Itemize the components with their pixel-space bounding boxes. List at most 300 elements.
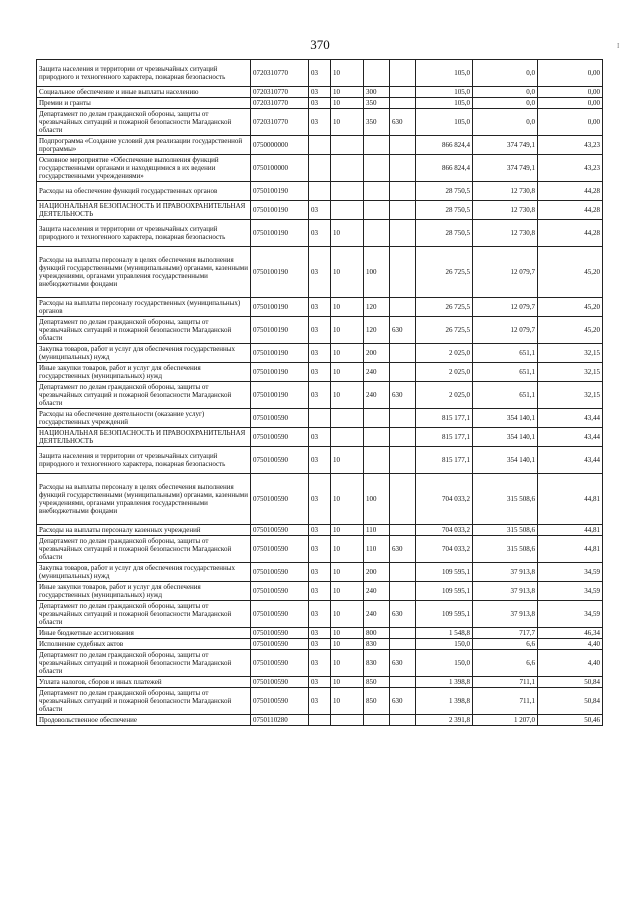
- cell-name: Закупка товаров, работ и услуг для обеспечения государственных (муниципальных) нужд: [37, 563, 251, 582]
- cell-executed-amount: 37 913,8: [473, 601, 538, 628]
- cell-section: 03: [309, 363, 331, 382]
- cell-target-code: 0750100190: [251, 382, 309, 409]
- cell-expense-type: 830: [364, 639, 390, 650]
- cell-executed-amount: 12 730,8: [473, 182, 538, 201]
- cell-planned-amount: 2 391,8: [416, 715, 473, 726]
- cell-execution-percent: 43,44: [538, 409, 603, 428]
- cell-administrator: 630: [390, 688, 416, 715]
- cell-subsection: 10: [331, 60, 364, 87]
- cell-section: 03: [309, 536, 331, 563]
- cell-execution-percent: 4,40: [538, 639, 603, 650]
- cell-executed-amount: 0,0: [473, 60, 538, 87]
- cell-name: Иные закупки товаров, работ и услуг для обеспечения государственных (муниципальных) нужд: [37, 363, 251, 382]
- cell-target-code: 0750100590: [251, 525, 309, 536]
- table-row: [37, 109, 603, 136]
- cell-subsection: 10: [331, 87, 364, 98]
- cell-name: Департамент по делам гражданской обороны, защиты от чрезвычайных ситуаций и пожарной безопасности Магаданской области: [37, 688, 251, 715]
- cell-executed-amount: 315 508,6: [473, 525, 538, 536]
- cell-expense-type: 100: [364, 474, 390, 525]
- cell-executed-amount: 6,6: [473, 650, 538, 677]
- cell-expense-type: 240: [364, 382, 390, 409]
- cell-expense-type: [364, 220, 390, 247]
- table-row: [37, 87, 603, 98]
- table-row: [37, 677, 603, 688]
- cell-planned-amount: 150,0: [416, 639, 473, 650]
- cell-execution-percent: 32,15: [538, 363, 603, 382]
- cell-expense-type: 240: [364, 601, 390, 628]
- cell-target-code: 0750100590: [251, 447, 309, 474]
- cell-target-code: 0750110280: [251, 715, 309, 726]
- cell-name: Исполнение судебных актов: [37, 639, 251, 650]
- cell-name: Продовольственное обеспечение: [37, 715, 251, 726]
- table-row: [37, 247, 603, 298]
- cell-planned-amount: 105,0: [416, 109, 473, 136]
- cell-name: Защита населения и территории от чрезвычайных ситуаций природного и техногенного характера, пожарная безопасность: [37, 220, 251, 247]
- cell-executed-amount: 711,1: [473, 688, 538, 715]
- cell-execution-percent: 34,59: [538, 563, 603, 582]
- table-row: [37, 650, 603, 677]
- cell-name: Департамент по делам гражданской обороны, защиты от чрезвычайных ситуаций и пожарной безопасности Магаданской области: [37, 382, 251, 409]
- cell-section: 03: [309, 247, 331, 298]
- cell-executed-amount: 315 508,6: [473, 474, 538, 525]
- cell-execution-percent: 43,44: [538, 428, 603, 447]
- cell-planned-amount: 1 398,8: [416, 688, 473, 715]
- cell-target-code: 0720310770: [251, 60, 309, 87]
- cell-planned-amount: 704 033,2: [416, 525, 473, 536]
- cell-name: Департамент по делам гражданской обороны, защиты от чрезвычайных ситуаций и пожарной безопасности Магаданской области: [37, 650, 251, 677]
- table-row: [37, 344, 603, 363]
- cell-executed-amount: 315 508,6: [473, 536, 538, 563]
- cell-execution-percent: 44,28: [538, 201, 603, 220]
- cell-name: Защита населения и территории от чрезвычайных ситуаций природного и техногенного характера, пожарная безопасность: [37, 60, 251, 87]
- cell-target-code: 0750100000: [251, 155, 309, 182]
- cell-administrator: [390, 201, 416, 220]
- cell-executed-amount: 37 913,8: [473, 563, 538, 582]
- cell-target-code: 0750000000: [251, 136, 309, 155]
- table-row: [37, 582, 603, 601]
- cell-executed-amount: 0,0: [473, 87, 538, 98]
- cell-target-code: 0750100590: [251, 536, 309, 563]
- cell-expense-type: 110: [364, 525, 390, 536]
- cell-target-code: 0720310770: [251, 98, 309, 109]
- cell-administrator: [390, 628, 416, 639]
- cell-administrator: 630: [390, 601, 416, 628]
- cell-execution-percent: 4,40: [538, 650, 603, 677]
- cell-target-code: 0750100590: [251, 474, 309, 525]
- cell-section: [309, 155, 331, 182]
- cell-expense-type: [364, 201, 390, 220]
- cell-subsection: [331, 136, 364, 155]
- table-row: [37, 688, 603, 715]
- cell-name: Департамент по делам гражданской обороны, защиты от чрезвычайных ситуаций и пожарной безопасности Магаданской области: [37, 601, 251, 628]
- cell-executed-amount: 6,6: [473, 639, 538, 650]
- cell-expense-type: 830: [364, 650, 390, 677]
- cell-subsection: 10: [331, 628, 364, 639]
- table-row: [37, 639, 603, 650]
- cell-section: 03: [309, 87, 331, 98]
- cell-administrator: [390, 247, 416, 298]
- cell-execution-percent: 43,23: [538, 136, 603, 155]
- table-row: [37, 536, 603, 563]
- cell-administrator: [390, 87, 416, 98]
- cell-executed-amount: 354 140,1: [473, 409, 538, 428]
- cell-administrator: [390, 298, 416, 317]
- cell-planned-amount: 28 750,5: [416, 220, 473, 247]
- cell-planned-amount: 704 033,2: [416, 474, 473, 525]
- cell-administrator: [390, 136, 416, 155]
- cell-expense-type: [364, 136, 390, 155]
- cell-subsection: [331, 182, 364, 201]
- cell-planned-amount: 28 750,5: [416, 182, 473, 201]
- cell-subsection: 10: [331, 447, 364, 474]
- cell-name: Расходы на выплаты персоналу в целях обеспечения выполнения функций государственными (муниципальными) органами, казенными учреждениями, органами управления государственными внебюджетными фондами: [37, 247, 251, 298]
- cell-planned-amount: 2 025,0: [416, 363, 473, 382]
- cell-planned-amount: 2 025,0: [416, 344, 473, 363]
- cell-planned-amount: 815 177,1: [416, 428, 473, 447]
- cell-name: Департамент по делам гражданской обороны, защиты от чрезвычайных ситуаций и пожарной безопасности Магаданской области: [37, 317, 251, 344]
- cell-execution-percent: 44,28: [538, 182, 603, 201]
- cell-administrator: [390, 363, 416, 382]
- cell-subsection: 10: [331, 525, 364, 536]
- cell-planned-amount: 26 725,5: [416, 317, 473, 344]
- cell-planned-amount: 1 398,8: [416, 677, 473, 688]
- table-row: [37, 317, 603, 344]
- cell-subsection: 10: [331, 601, 364, 628]
- cell-planned-amount: 105,0: [416, 60, 473, 87]
- cell-subsection: [331, 155, 364, 182]
- cell-section: [309, 136, 331, 155]
- cell-name: Социальное обеспечение и иные выплаты населению: [37, 87, 251, 98]
- cell-administrator: [390, 447, 416, 474]
- cell-executed-amount: 354 140,1: [473, 447, 538, 474]
- table-row: [37, 563, 603, 582]
- cell-subsection: [331, 409, 364, 428]
- cell-subsection: 10: [331, 247, 364, 298]
- cell-executed-amount: 12 730,8: [473, 201, 538, 220]
- cell-execution-percent: 50,84: [538, 677, 603, 688]
- cell-section: 03: [309, 474, 331, 525]
- cell-target-code: 0750100590: [251, 688, 309, 715]
- table-row: [37, 201, 603, 220]
- cell-executed-amount: 0,0: [473, 109, 538, 136]
- cell-section: 03: [309, 677, 331, 688]
- cell-expense-type: 850: [364, 688, 390, 715]
- cell-planned-amount: 704 033,2: [416, 536, 473, 563]
- cell-expense-type: 120: [364, 317, 390, 344]
- cell-administrator: [390, 220, 416, 247]
- cell-planned-amount: 109 595,1: [416, 582, 473, 601]
- cell-target-code: 0750100590: [251, 582, 309, 601]
- cell-execution-percent: 44,81: [538, 525, 603, 536]
- cell-expense-type: [364, 182, 390, 201]
- cell-name: Премии и гранты: [37, 98, 251, 109]
- cell-target-code: 0750100590: [251, 677, 309, 688]
- cell-planned-amount: 2 025,0: [416, 382, 473, 409]
- cell-subsection: 10: [331, 688, 364, 715]
- cell-subsection: 10: [331, 536, 364, 563]
- cell-section: [309, 715, 331, 726]
- cell-planned-amount: 105,0: [416, 98, 473, 109]
- cell-planned-amount: 109 595,1: [416, 601, 473, 628]
- cell-executed-amount: 354 140,1: [473, 428, 538, 447]
- cell-section: [309, 182, 331, 201]
- cell-execution-percent: 43,23: [538, 155, 603, 182]
- cell-subsection: [331, 428, 364, 447]
- cell-target-code: 0720310770: [251, 87, 309, 98]
- budget-table: [36, 59, 603, 726]
- cell-name: Защита населения и территории от чрезвычайных ситуаций природного и техногенного характера, пожарная безопасность: [37, 447, 251, 474]
- cell-administrator: [390, 474, 416, 525]
- cell-subsection: 10: [331, 677, 364, 688]
- cell-administrator: [390, 525, 416, 536]
- cell-name: НАЦИОНАЛЬНАЯ БЕЗОПАСНОСТЬ И ПРАВООХРАНИТЕЛЬНАЯ ДЕЯТЕЛЬНОСТЬ: [37, 428, 251, 447]
- cell-section: 03: [309, 109, 331, 136]
- cell-expense-type: [364, 155, 390, 182]
- cell-subsection: 10: [331, 344, 364, 363]
- cell-section: 03: [309, 628, 331, 639]
- table-row: [37, 447, 603, 474]
- cell-administrator: [390, 715, 416, 726]
- cell-execution-percent: 34,59: [538, 601, 603, 628]
- cell-target-code: 0750100590: [251, 601, 309, 628]
- cell-executed-amount: 651,1: [473, 382, 538, 409]
- cell-name: Иные закупки товаров, работ и услуг для обеспечения государственных (муниципальных) нужд: [37, 582, 251, 601]
- cell-subsection: [331, 715, 364, 726]
- budget-table-body: [37, 60, 603, 726]
- cell-section: 03: [309, 639, 331, 650]
- cell-subsection: 10: [331, 650, 364, 677]
- cell-section: 03: [309, 688, 331, 715]
- table-row: [37, 298, 603, 317]
- cell-target-code: 0750100190: [251, 298, 309, 317]
- cell-section: 03: [309, 98, 331, 109]
- cell-section: 03: [309, 582, 331, 601]
- cell-execution-percent: 44,81: [538, 536, 603, 563]
- cell-name: Департамент по делам гражданской обороны, защиты от чрезвычайных ситуаций и пожарной безопасности Магаданской области: [37, 536, 251, 563]
- cell-execution-percent: 44,28: [538, 220, 603, 247]
- cell-target-code: 0750100590: [251, 628, 309, 639]
- cell-expense-type: 200: [364, 344, 390, 363]
- cell-name: Расходы на обеспечение деятельности (оказание услуг) государственных учреждений: [37, 409, 251, 428]
- cell-target-code: 0750100190: [251, 363, 309, 382]
- cell-administrator: 630: [390, 536, 416, 563]
- cell-section: 03: [309, 428, 331, 447]
- cell-planned-amount: 815 177,1: [416, 409, 473, 428]
- cell-section: 03: [309, 60, 331, 87]
- cell-target-code: 0750100590: [251, 428, 309, 447]
- cell-target-code: 0750100590: [251, 409, 309, 428]
- cell-administrator: [390, 155, 416, 182]
- cell-expense-type: [364, 715, 390, 726]
- cell-executed-amount: 374 749,1: [473, 155, 538, 182]
- cell-expense-type: 240: [364, 363, 390, 382]
- table-row: [37, 382, 603, 409]
- cell-execution-percent: 44,81: [538, 474, 603, 525]
- cell-target-code: 0720310770: [251, 109, 309, 136]
- cell-subsection: 10: [331, 317, 364, 344]
- cell-subsection: 10: [331, 363, 364, 382]
- cell-subsection: 10: [331, 298, 364, 317]
- cell-target-code: 0750100590: [251, 650, 309, 677]
- cell-name: Расходы на выплаты персоналу казенных учреждений: [37, 525, 251, 536]
- cell-name: Иные бюджетные ассигнования: [37, 628, 251, 639]
- cell-execution-percent: 0,00: [538, 87, 603, 98]
- cell-planned-amount: 26 725,5: [416, 247, 473, 298]
- cell-execution-percent: 45,20: [538, 298, 603, 317]
- table-row: [37, 715, 603, 726]
- cell-planned-amount: 105,0: [416, 87, 473, 98]
- cell-planned-amount: 866 824,4: [416, 136, 473, 155]
- cell-section: [309, 409, 331, 428]
- cell-executed-amount: 651,1: [473, 363, 538, 382]
- cell-executed-amount: 717,7: [473, 628, 538, 639]
- cell-target-code: 0750100190: [251, 201, 309, 220]
- cell-expense-type: [364, 447, 390, 474]
- cell-name: Закупка товаров, работ и услуг для обеспечения государственных (муниципальных) нужд: [37, 344, 251, 363]
- cell-execution-percent: 34,59: [538, 582, 603, 601]
- cell-subsection: 10: [331, 382, 364, 409]
- cell-expense-type: 100: [364, 247, 390, 298]
- table-row: [37, 628, 603, 639]
- cell-target-code: 0750100590: [251, 563, 309, 582]
- cell-planned-amount: 150,0: [416, 650, 473, 677]
- table-row: [37, 525, 603, 536]
- table-row: [37, 136, 603, 155]
- table-row: [37, 60, 603, 87]
- cell-execution-percent: 0,00: [538, 60, 603, 87]
- cell-planned-amount: 1 548,8: [416, 628, 473, 639]
- cell-executed-amount: 711,1: [473, 677, 538, 688]
- table-row: [37, 601, 603, 628]
- cell-name: НАЦИОНАЛЬНАЯ БЕЗОПАСНОСТЬ И ПРАВООХРАНИТЕЛЬНАЯ ДЕЯТЕЛЬНОСТЬ: [37, 201, 251, 220]
- cell-executed-amount: 12 079,7: [473, 298, 538, 317]
- table-row: [37, 428, 603, 447]
- cell-section: 03: [309, 344, 331, 363]
- cell-section: 03: [309, 382, 331, 409]
- table-row: [37, 409, 603, 428]
- cell-target-code: 0750100590: [251, 639, 309, 650]
- cell-administrator: 630: [390, 382, 416, 409]
- cell-execution-percent: 45,20: [538, 317, 603, 344]
- cell-subsection: 10: [331, 582, 364, 601]
- cell-administrator: [390, 409, 416, 428]
- cell-expense-type: 300: [364, 87, 390, 98]
- cell-expense-type: 800: [364, 628, 390, 639]
- cell-expense-type: 200: [364, 563, 390, 582]
- cell-subsection: 10: [331, 98, 364, 109]
- cell-planned-amount: 109 595,1: [416, 563, 473, 582]
- cell-name: Расходы на выплаты персоналу в целях обеспечения выполнения функций государственными (муниципальными) органами, казенными учреждениями, органами управления государственными внебюджетными фондами: [37, 474, 251, 525]
- cell-executed-amount: 651,1: [473, 344, 538, 363]
- cell-executed-amount: 12 079,7: [473, 317, 538, 344]
- cell-subsection: 10: [331, 563, 364, 582]
- cell-executed-amount: 12 079,7: [473, 247, 538, 298]
- cell-administrator: [390, 182, 416, 201]
- cell-executed-amount: 0,0: [473, 98, 538, 109]
- table-row: [37, 155, 603, 182]
- cell-administrator: [390, 677, 416, 688]
- cell-section: 03: [309, 601, 331, 628]
- cell-subsection: 10: [331, 109, 364, 136]
- cell-planned-amount: 866 824,4: [416, 155, 473, 182]
- cell-target-code: 0750100190: [251, 182, 309, 201]
- cell-name: Расходы на выплаты персоналу государственных (муниципальных) органов: [37, 298, 251, 317]
- cell-administrator: 630: [390, 317, 416, 344]
- cell-execution-percent: 0,00: [538, 98, 603, 109]
- cell-administrator: 630: [390, 650, 416, 677]
- cell-section: 03: [309, 525, 331, 536]
- cell-executed-amount: 1 207,0: [473, 715, 538, 726]
- page-number: 370: [310, 37, 330, 52]
- cell-executed-amount: 37 913,8: [473, 582, 538, 601]
- cell-planned-amount: 815 177,1: [416, 447, 473, 474]
- cell-expense-type: 110: [364, 536, 390, 563]
- cell-execution-percent: 50,84: [538, 688, 603, 715]
- cell-section: 03: [309, 201, 331, 220]
- cell-executed-amount: 12 730,8: [473, 220, 538, 247]
- cell-expense-type: [364, 428, 390, 447]
- cell-target-code: 0750100190: [251, 247, 309, 298]
- cell-administrator: 630: [390, 109, 416, 136]
- table-row: [37, 220, 603, 247]
- cell-administrator: [390, 563, 416, 582]
- cell-name: Подпрограмма «Создание условий для реализации государственной программы»: [37, 136, 251, 155]
- cell-expense-type: 850: [364, 677, 390, 688]
- table-row: [37, 363, 603, 382]
- cell-planned-amount: 28 750,5: [416, 201, 473, 220]
- cell-section: 03: [309, 563, 331, 582]
- cell-execution-percent: 43,44: [538, 447, 603, 474]
- cell-subsection: 10: [331, 220, 364, 247]
- cell-section: 03: [309, 317, 331, 344]
- cell-expense-type: [364, 409, 390, 428]
- table-row: [37, 182, 603, 201]
- cell-subsection: 10: [331, 474, 364, 525]
- cell-name: Расходы на обеспечение функций государственных органов: [37, 182, 251, 201]
- cell-expense-type: 350: [364, 98, 390, 109]
- cell-section: 03: [309, 650, 331, 677]
- cell-administrator: [390, 98, 416, 109]
- cell-expense-type: 120: [364, 298, 390, 317]
- cell-administrator: [390, 639, 416, 650]
- cell-name: Уплата налогов, сборов и иных платежей: [37, 677, 251, 688]
- cell-section: 03: [309, 447, 331, 474]
- cell-execution-percent: 46,34: [538, 628, 603, 639]
- cell-subsection: [331, 201, 364, 220]
- cell-expense-type: 350: [364, 109, 390, 136]
- table-row: [37, 474, 603, 525]
- cell-target-code: 0750100190: [251, 317, 309, 344]
- cell-execution-percent: 50,46: [538, 715, 603, 726]
- cell-target-code: 0750100190: [251, 220, 309, 247]
- cell-execution-percent: 45,20: [538, 247, 603, 298]
- table-row: [37, 98, 603, 109]
- cell-subsection: 10: [331, 639, 364, 650]
- cell-administrator: [390, 582, 416, 601]
- cell-planned-amount: 26 725,5: [416, 298, 473, 317]
- cell-expense-type: [364, 60, 390, 87]
- cell-executed-amount: 374 749,1: [473, 136, 538, 155]
- cell-name: Основное мероприятие «Обеспечение выполнения функций государственными органами и находящимися в их ведении государственными учреждениями»: [37, 155, 251, 182]
- cell-execution-percent: 0,00: [538, 109, 603, 136]
- cell-target-code: 0750100190: [251, 344, 309, 363]
- cell-section: 03: [309, 298, 331, 317]
- cell-execution-percent: 32,15: [538, 382, 603, 409]
- cell-execution-percent: 32,15: [538, 344, 603, 363]
- cell-name: Департамент по делам гражданской обороны, защиты от чрезвычайных ситуаций и пожарной безопасности Магаданской области: [37, 109, 251, 136]
- cell-expense-type: 240: [364, 582, 390, 601]
- cell-administrator: [390, 428, 416, 447]
